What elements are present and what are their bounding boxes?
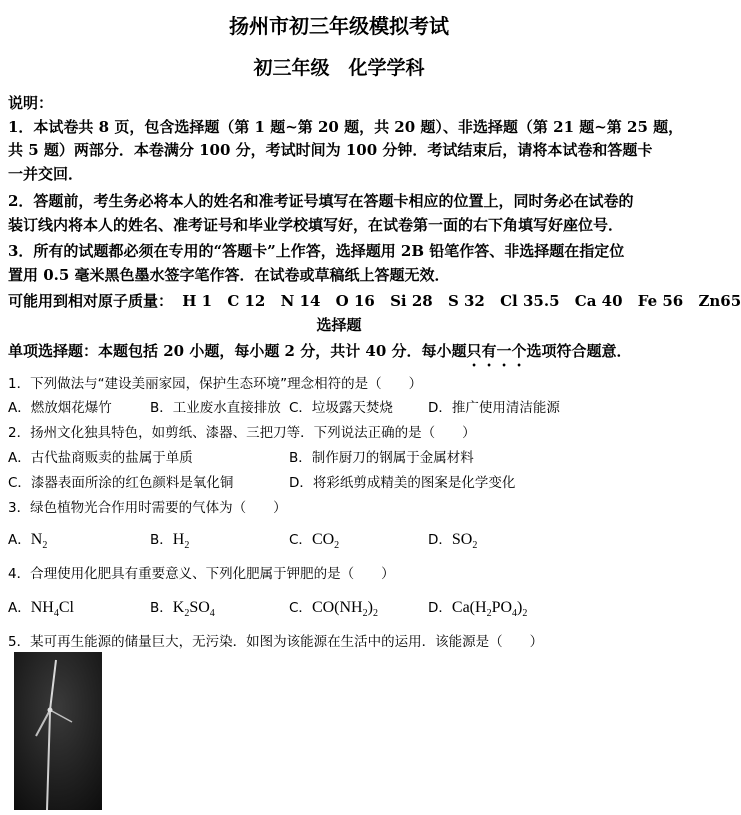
formula-h2: $H_2$ [172, 531, 190, 551]
instructions-heading: 说明： [8, 94, 54, 112]
q3-option-b [150, 528, 189, 551]
atomic-mass-item: O 16 [335, 292, 375, 310]
q1-option-c: C．垃圾露天焚烧 [289, 400, 393, 416]
option-letter: C． [289, 532, 312, 548]
q2-option-c: C．漆器表面所涂的红色颜料是氧化铜 [8, 475, 234, 491]
instruction-2-line1: 2．答题前，考生务必将本人的姓名和准考证号填写在答题卡相应的位置上，同时务必在试卷的 [8, 192, 634, 210]
atomic-mass-item: Si 28 [390, 292, 433, 310]
instruction-1-line3: 一并交回． [8, 165, 84, 183]
formula-urea: $CO(NH_2)_2$ [311, 599, 378, 619]
formula-k2so4: $K_2SO_4$ [172, 599, 215, 619]
q4-option-c [289, 596, 378, 619]
option-letter: A． [8, 600, 31, 616]
section-description [8, 340, 632, 370]
section-desc-text-end: 选项符合题意． [526, 342, 632, 360]
question-2-stem: 2．扬州文化独具特色，如剪纸、漆器、三把刀等．下列说法正确的是（ ） [8, 425, 476, 441]
section-desc-text: 单项选择题：本题包括 20 小题，每小题 2 分，共计 40 分．每小题 [8, 342, 467, 360]
instruction-1-line1: 1．本试卷共 8 页，包含选择题（第 1 题~第 20 题，共 20 题）、非选择题（第 21 题~第 25 题， [8, 118, 684, 136]
q2-option-b: B．制作厨刀的钢属于金属材料 [289, 450, 474, 466]
q4-option-d [428, 596, 527, 619]
atomic-mass-item: H 1 [182, 292, 213, 310]
option-letter: D． [428, 600, 452, 616]
formula-so2: $SO_2$ [451, 531, 478, 551]
atomic-mass-item: N 14 [280, 292, 321, 310]
q2-option-a: A．古代盐商贩卖的盐属于单质 [8, 450, 193, 466]
q2-option-d: D．将彩纸剪成精美的图案是化学变化 [289, 475, 516, 491]
instruction-2-line2: 装订线内将本人的姓名、准考证号和毕业学校填写好，在试卷第一面的右下角填写好座位号． [8, 216, 624, 234]
q3-option-a [8, 528, 47, 551]
atomic-mass-row [8, 290, 741, 311]
q1-option-a: A．燃放烟花爆竹 [8, 400, 112, 416]
option-letter: B． [150, 600, 173, 616]
formula-calcium-phosphate: $Ca(H_2PO_4)_2$ [451, 599, 528, 619]
atomic-mass-label: 可能用到相对原子质量： [8, 292, 174, 310]
formula-nh4cl: $NH_4Cl$ [30, 599, 74, 619]
q4-option-b [150, 596, 215, 619]
wind-turbine-photo [14, 652, 102, 810]
instruction-3-line2: 置用 0.5 毫米黑色墨水签字笔作答．在试卷或草稿纸上答题无效． [8, 266, 450, 284]
q1-option-d: D．推广使用清洁能源 [428, 400, 560, 416]
q1-option-b: B．工业废水直接排放 [150, 400, 281, 416]
section-desc-emphasis: 只有一个 [466, 342, 527, 360]
exam-title: 扬州市初三年级模拟考试 [229, 14, 449, 38]
atomic-mass-item: Ca 40 [574, 292, 623, 310]
question-4-stem: 4．合理使用化肥具有重要意义、下列化肥属于钾肥的是（ ） [8, 566, 395, 582]
question-5-stem: 5．某可再生能源的储量巨大，无污染．如图为该能源在生活中的运用．该能源是（ ） [8, 634, 544, 650]
q4-option-a [8, 596, 74, 619]
atomic-mass-item: Zn65 [698, 292, 741, 310]
atomic-mass-item: C 12 [227, 292, 266, 310]
option-letter: D． [428, 532, 452, 548]
section-title: 选择题 [316, 316, 362, 334]
option-letter: B． [150, 532, 173, 548]
formula-n2: $N_2$ [30, 531, 48, 551]
atomic-mass-item: S 32 [447, 292, 485, 310]
q3-option-c [289, 528, 339, 551]
q3-option-d [428, 528, 477, 551]
option-letter: C． [289, 600, 312, 616]
instruction-3-line1: 3．所有的试题都必须在专用的“答题卡”上作答，选择题用 2B 铅笔作答、非选择题在指定位 [8, 242, 625, 260]
wind-turbine-icon [14, 652, 102, 810]
exam-subtitle: 初三年级 化学学科 [253, 57, 425, 79]
formula-co2: $CO_2$ [311, 531, 340, 551]
question-1-stem: 1．下列做法与“建设美丽家园，保护生态环境”理念相符的是（ ） [8, 376, 423, 392]
question-3-stem: 3．绿色植物光合作用时需要的气体为（ ） [8, 500, 287, 516]
instruction-1-line2: 共 5 题）两部分．本卷满分 100 分，考试时间为 100 分钟．考试结束后，请将本试卷和答题卡 [8, 141, 653, 159]
atomic-mass-item: Fe 56 [637, 292, 684, 310]
atomic-mass-item: Cl 35.5 [500, 292, 560, 310]
option-letter: A． [8, 532, 31, 548]
